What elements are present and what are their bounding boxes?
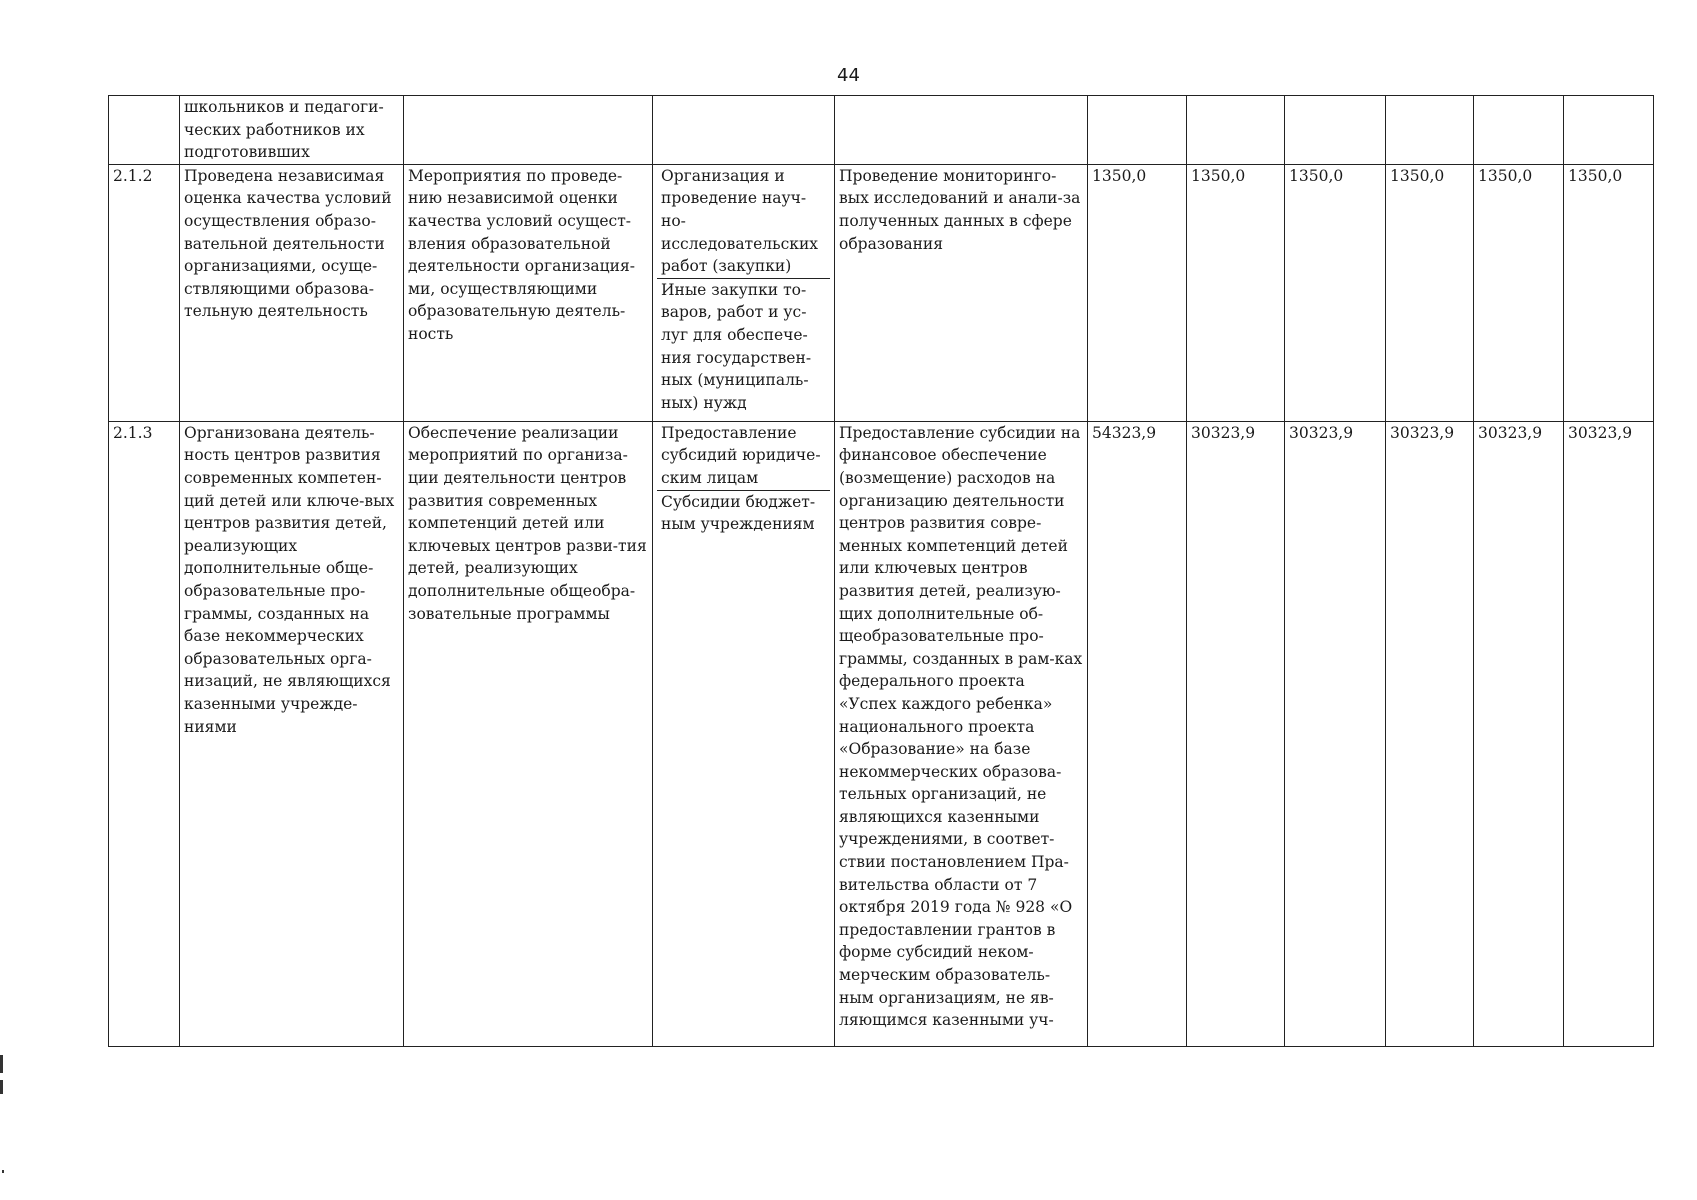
- row-value: [1386, 96, 1474, 165]
- row-result: школьников и педагоги-ческих работников их подготовивших: [180, 96, 404, 165]
- expense-type: Иные закупки то-варов, работ и ус-луг для обеспече-ния государствен-ных (муниципаль-ных) нужд: [657, 278, 830, 415]
- row-value: 30323,9: [1187, 421, 1285, 1046]
- row-code: 2.1.3: [109, 421, 180, 1046]
- scan-artifact: [2, 1170, 4, 1173]
- row-value: 30323,9: [1564, 421, 1654, 1046]
- row-result: Организована деятель-ность центров развития современных компетен-ций детей или ключе-вых центров развития детей, реализующих дополнительные обще-образовательные про-граммы, созданных на базе некоммерческих образовательных орга-низаций, не являющихся казенными учрежде-ниями: [180, 421, 404, 1046]
- row-measure: Обеспечение реализации мероприятий по организа-ции деятельности центров развития современных компетенций детей или ключевых центров разви-тия детей, реализующих дополнительные общеобра-зовательные программы: [404, 421, 653, 1046]
- row-measure: Мероприятия по проведе-нию независимой оценки качества условий осущест-вления образовательной деятельности организация-ми, осуществляющими образовательную деятель-ность: [404, 164, 653, 421]
- row-value: 1350,0: [1187, 164, 1285, 421]
- row-description: Предоставление субсидии на финансовое обеспечение (возмещение) расходов на организацию деятельности центров развития совре-менных компетенций детей или ключевых центров развития детей, реализую-щих дополнительные об-щеобразовательные про-граммы, созданных в рам-ках федерального проекта «Успех каждого ребенка» национального проекта «Образование» на базе некоммерческих образова-тельных организаций, не являющихся казенными учреждениями, в соответ-ствии постановлением Пра-вительства области от 7 октября 2019 года № 928 «О предоставлении грантов в форме субсидий неком-мерческим образователь-ным организациям, не яв-ляющимся казенными уч-: [835, 421, 1088, 1046]
- scan-artifact: [0, 1055, 3, 1073]
- row-value: 30323,9: [1285, 421, 1386, 1046]
- row-value: [1187, 96, 1285, 165]
- row-expense-type: [653, 96, 835, 165]
- row-measure: [404, 96, 653, 165]
- row-description: Проведение мониторинго-вых исследований и анали-за полученных данных в сфере образования: [835, 164, 1088, 421]
- table-row: [109, 96, 1654, 165]
- row-value: [1285, 96, 1386, 165]
- row-value: 1350,0: [1564, 164, 1654, 421]
- table-row: [109, 421, 1654, 1046]
- row-value: 30323,9: [1386, 421, 1474, 1046]
- row-result: Проведена независимая оценка качества условий осуществления образо-вательной деятельности организациями, осуще-ствляющими образова-тельную деятельность: [180, 164, 404, 421]
- row-value: 1350,0: [1386, 164, 1474, 421]
- expense-type: Предоставление субсидий юридиче-ским лицам: [661, 423, 821, 487]
- row-value: [1564, 96, 1654, 165]
- row-value: 54323,9: [1088, 421, 1187, 1046]
- row-value: [1474, 96, 1564, 165]
- row-value: 1350,0: [1088, 164, 1187, 421]
- program-table: [108, 95, 1654, 1047]
- page-number: 44: [837, 65, 860, 86]
- row-expense-types: [653, 421, 835, 1046]
- row-expense-types: [653, 164, 835, 421]
- scan-artifact: [0, 1080, 3, 1094]
- row-description: [835, 96, 1088, 165]
- row-value: [1088, 96, 1187, 165]
- row-code: 2.1.2: [109, 164, 180, 421]
- row-value: 30323,9: [1474, 421, 1564, 1046]
- row-value: 1350,0: [1285, 164, 1386, 421]
- row-value: 1350,0: [1474, 164, 1564, 421]
- table-row: [109, 164, 1654, 421]
- row-code: [109, 96, 180, 165]
- expense-type: Организация и проведение науч-но-исследовательских работ (закупки): [661, 166, 819, 276]
- expense-type: Субсидии бюджет-ным учреждениям: [657, 490, 830, 536]
